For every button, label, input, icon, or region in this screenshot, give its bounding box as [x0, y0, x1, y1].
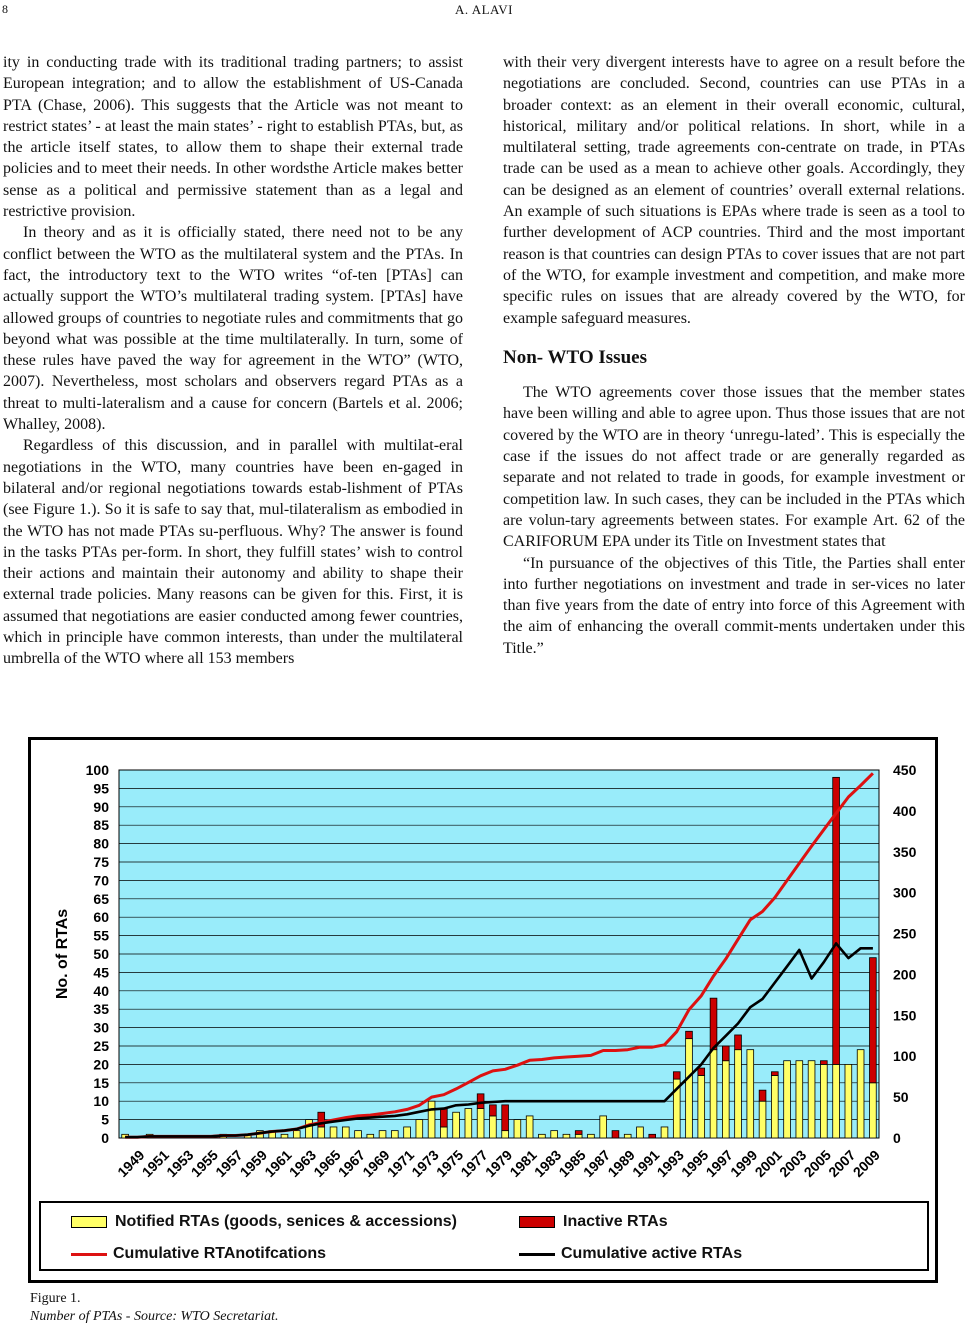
- y-tick-label: 0: [101, 1130, 109, 1146]
- bar-inactive: [870, 958, 877, 1083]
- bar-notified: [490, 1116, 497, 1138]
- bar-notified: [526, 1116, 533, 1138]
- paragraph: with their very divergent interests have to agree on a result before the negotiations are concluded. Second, countries can use PTAs in a broader context: as an element in their overall economic, cultural, historical, military and/or political relations. In short, while in a multilateral setting, trade agreements con-centrate on trade, in PTAs trade can be used as a mean to achieve other goals. Accordingly, they can be designed as an element of countries’ overall external relations. An example of such situations is EPAs where trade is seen as a tool to further development of ACP countries. Third and the most important reason is that countries can design PTAs to cover issues that are not part of the WTO, for example investment and competition, and make more specific rules on issues that are already covered by the WTO, for example safeguard measures.: [503, 54, 965, 327]
- bar-notified: [661, 1127, 668, 1138]
- caption-text: Number of PTAs - Source: WTO Secretariat.: [30, 1309, 279, 1324]
- bar-inactive: [502, 1105, 509, 1131]
- legend-item-active: [519, 1245, 742, 1263]
- bar-notified: [698, 1075, 705, 1138]
- legend-label: Cumulative active RTAs: [561, 1245, 743, 1262]
- section-heading: Non- WTO Issues: [503, 346, 647, 368]
- x-tick-label: 2001: [751, 1146, 785, 1181]
- bar-inactive: [440, 1109, 447, 1127]
- bar-notified: [355, 1131, 362, 1138]
- bar-notified: [539, 1134, 546, 1138]
- figure-caption: [30, 1290, 278, 1326]
- bar-notified: [281, 1134, 288, 1138]
- bar-notified: [588, 1134, 595, 1138]
- bar-notified: [514, 1120, 521, 1138]
- legend-item-notified: [71, 1213, 457, 1231]
- bar-notified: [624, 1134, 631, 1138]
- bar-inactive: [612, 1131, 619, 1138]
- x-tick-label: 1953: [163, 1146, 197, 1181]
- bar-inactive: [722, 1046, 729, 1061]
- bar-notified: [808, 1061, 815, 1138]
- legend-line-red: [71, 1253, 107, 1256]
- bar-notified: [416, 1120, 423, 1138]
- y-axis-label: No. of RTAs: [54, 908, 71, 1000]
- x-tick-label: 1965: [310, 1146, 344, 1181]
- left-column: [3, 52, 463, 670]
- paragraph: The WTO agreements cover those issues that the member states have been willing and able to agree upon. Thus those issues that are not covered by the WTO are in theory ‘unregu-lated’. This is especially the case if the issues do not affect trade or are generally regarded as separate and not related to trade in goods, for example investment or competition law. In such cases, they can be included in the PTAs which are volun-tary agreements between states. For example Art. 62 of the CARIFORUM EPA under its Title on Investment states that: [503, 384, 965, 551]
- y-tick-label: 90: [93, 798, 109, 815]
- x-tick-label: 2009: [849, 1146, 883, 1181]
- legend-label: Inactive RTAs: [563, 1213, 668, 1230]
- x-tick-label: 1971: [383, 1146, 418, 1181]
- bar-notified: [637, 1127, 644, 1138]
- y-tick-label: 35: [93, 1001, 109, 1018]
- bar-inactive: [771, 1072, 778, 1076]
- legend-line-black: [519, 1253, 555, 1256]
- figure-frame: [28, 737, 938, 1283]
- x-tick-label: 1995: [678, 1146, 712, 1181]
- bar-notified: [575, 1134, 582, 1138]
- y-tick-label: 95: [93, 780, 109, 797]
- bar-inactive: [686, 1031, 693, 1038]
- bar-inactive: [490, 1105, 497, 1116]
- legend-swatch-yellow: [71, 1216, 107, 1228]
- paragraph: Regardless of this discussion, and in parallel with multilat-eral negotiations in the WTO, many countries have been en-gaged in bilateral and/or regional negotiations towards estab-lishment of PTAs (see Figure 1.). So it is safe to say that, mul-tilateralism as embodied in the WTO has not made PTAs su-perfluous. Why? The answer is found in the tasks PTAs per-form. In short, they fulfill states’ wish to control their actions and maintain their autonomy and ability to shape their external trade policies. Many reasons can be given for this. First, it is assumed that negotiations are easier conducted among fewer countries, which in principle have common interests, than under the multilateral umbrella of the WTO where all 153 members: [3, 437, 463, 668]
- bar-notified: [367, 1134, 374, 1138]
- y-tick-label: 45: [93, 964, 109, 981]
- y-tick-label: 55: [93, 927, 109, 944]
- legend-item-cumulative: [71, 1245, 326, 1263]
- x-tick-label: 1979: [481, 1146, 516, 1181]
- x-tick-label: 2005: [800, 1146, 834, 1181]
- caption-label: Figure 1.: [30, 1291, 81, 1306]
- bar-inactive: [820, 1061, 827, 1065]
- y2-tick-label: 350: [893, 843, 917, 860]
- y2-tick-label: 450: [893, 762, 917, 778]
- x-tick-label: 1981: [506, 1146, 540, 1181]
- y2-tick-label: 150: [893, 1007, 917, 1024]
- bar-notified: [722, 1061, 729, 1138]
- bar-notified: [551, 1131, 558, 1138]
- bar-notified: [833, 1064, 840, 1138]
- x-tick-label: 1991: [629, 1146, 663, 1181]
- legend-item-inactive: [519, 1213, 668, 1231]
- bar-inactive: [833, 777, 840, 1064]
- y-tick-label: 25: [93, 1038, 109, 1054]
- bar-notified: [391, 1131, 398, 1138]
- x-tick-label: 1959: [236, 1146, 271, 1181]
- bar-notified: [747, 1050, 754, 1138]
- x-tick-label: 2003: [776, 1146, 810, 1181]
- y-tick-label: 50: [93, 946, 109, 962]
- y-tick-label: 40: [93, 982, 109, 999]
- y2-tick-label: 50: [893, 1089, 909, 1106]
- x-tick-label: 1983: [530, 1146, 565, 1181]
- x-tick-label: 1993: [653, 1146, 687, 1181]
- bar-notified: [600, 1116, 607, 1138]
- legend-label: Cumulative RTAnotifcations: [113, 1245, 327, 1262]
- bar-notified: [318, 1127, 325, 1138]
- bar-inactive: [735, 1035, 742, 1050]
- bar-notified: [686, 1039, 693, 1138]
- paragraph: “In pursuance of the objectives of this Title, the Parties shall enter into further negotiations on investment and trade in ser-vices no later than five years from the date of entry into force of this Agreement with the aim of enhancing the overall commit-ments undertaken under this Title.”: [503, 554, 965, 657]
- y-tick-label: 30: [93, 1019, 109, 1036]
- y-tick-label: 85: [93, 817, 109, 834]
- bar-notified: [784, 1061, 791, 1138]
- bar-notified: [857, 1050, 864, 1138]
- x-tick-label: 2007: [825, 1146, 859, 1181]
- bar-notified: [293, 1131, 300, 1138]
- bar-notified: [502, 1131, 509, 1138]
- bar-notified: [379, 1131, 386, 1138]
- x-tick-label: 1951: [138, 1146, 173, 1181]
- y-tick-label: 80: [93, 835, 109, 852]
- y-tick-label: 65: [93, 890, 109, 907]
- y-tick-label: 15: [93, 1074, 109, 1091]
- bar-inactive: [710, 998, 717, 1050]
- bar-notified: [477, 1109, 484, 1138]
- x-tick-label: 1967: [334, 1146, 369, 1181]
- bar-inactive: [759, 1090, 766, 1101]
- bar-notified: [453, 1112, 460, 1138]
- x-tick-label: 1955: [187, 1146, 222, 1181]
- bar-inactive: [698, 1068, 705, 1075]
- x-tick-label: 1973: [408, 1146, 442, 1181]
- right-column: [503, 52, 965, 659]
- bar-notified: [563, 1134, 570, 1138]
- page-number: 8: [2, 2, 8, 16]
- y-tick-label: 20: [93, 1056, 109, 1073]
- bar-notified: [845, 1064, 852, 1138]
- y-tick-label: 5: [101, 1111, 109, 1128]
- y2-tick-label: 300: [893, 884, 917, 901]
- bar-notified: [306, 1120, 313, 1138]
- y-tick-label: 10: [93, 1093, 109, 1110]
- x-tick-label: 1977: [457, 1146, 491, 1181]
- x-tick-label: 1957: [212, 1146, 246, 1181]
- bar-inactive: [477, 1094, 484, 1109]
- x-tick-label: 1963: [285, 1146, 320, 1181]
- y2-tick-label: 400: [893, 802, 917, 819]
- y2-tick-label: 200: [893, 966, 917, 983]
- paragraph: ity in conducting trade with its traditional trading partners; to assist European integration; and to allow the establishment of US-Canada PTA (Chase, 2006). This suggests that the Article was not meant to restrict states’ - at least the main states’ - right to establish PTAs, but, as the article itself states, to allow them to shape their external trade policies and to meet their needs. In other wordsthe Article makes better sense as a political and permissive statement than as a legal and restrictive provision.: [3, 54, 463, 221]
- bar-inactive: [575, 1131, 582, 1135]
- chart-legend: [39, 1201, 929, 1271]
- x-tick-label: 1975: [432, 1146, 467, 1181]
- bar-notified: [771, 1075, 778, 1138]
- x-tick-label: 1989: [604, 1146, 638, 1181]
- x-tick-label: 1987: [579, 1146, 614, 1181]
- paragraph: In theory and as it is officially stated, there need not to be any conflict between the WTO as the multilateral system and the PTAs. In fact, the introductory text to the WTO writes “of-ten [PTAs] can actually support the WTO’s multilateral trading system. [PTAs] have allowed groups of countries to negotiate rules and commitments that go beyond what was possible at the time multilaterally. In turn, some of these rules have paved the way for agreement in the WTO” (WTO, 2007). Nevertheless, most scholars and observers regard PTAs as a threat to multi-lateralism and a cause for concern (Bartels et al. 2006; Whalley, 2008).: [3, 224, 463, 434]
- y-tick-label: 60: [93, 909, 109, 926]
- bar-inactive: [649, 1134, 656, 1138]
- bar-notified: [404, 1127, 411, 1138]
- bar-inactive: [673, 1072, 680, 1079]
- bar-notified: [342, 1127, 349, 1138]
- rta-chart: [31, 740, 935, 1200]
- x-tick-label: 1949: [114, 1146, 148, 1181]
- y-tick-label: 100: [85, 762, 109, 778]
- bar-notified: [796, 1061, 803, 1138]
- y2-tick-label: 250: [893, 925, 917, 942]
- x-tick-label: 1961: [261, 1146, 295, 1181]
- bar-notified: [710, 1050, 717, 1138]
- bar-notified: [428, 1101, 435, 1138]
- bar-notified: [870, 1083, 877, 1138]
- running-title: A. ALAVI: [455, 2, 513, 17]
- legend-label: Notified RTAs (goods, senices & accessions): [115, 1213, 458, 1230]
- x-tick-label: 1999: [727, 1146, 761, 1181]
- x-tick-label: 1997: [702, 1146, 736, 1181]
- y-tick-label: 70: [93, 872, 109, 889]
- y-tick-label: 75: [93, 854, 109, 870]
- y2-tick-label: 0: [893, 1130, 901, 1146]
- y2-tick-label: 100: [893, 1048, 917, 1065]
- bar-notified: [440, 1127, 447, 1138]
- bar-notified: [330, 1127, 337, 1138]
- x-tick-label: 1985: [555, 1146, 589, 1181]
- bar-notified: [820, 1064, 827, 1138]
- legend-swatch-red: [519, 1216, 555, 1228]
- bar-notified: [465, 1109, 472, 1138]
- bar-notified: [759, 1101, 766, 1138]
- x-tick-label: 1969: [359, 1146, 393, 1181]
- bar-notified: [735, 1050, 742, 1138]
